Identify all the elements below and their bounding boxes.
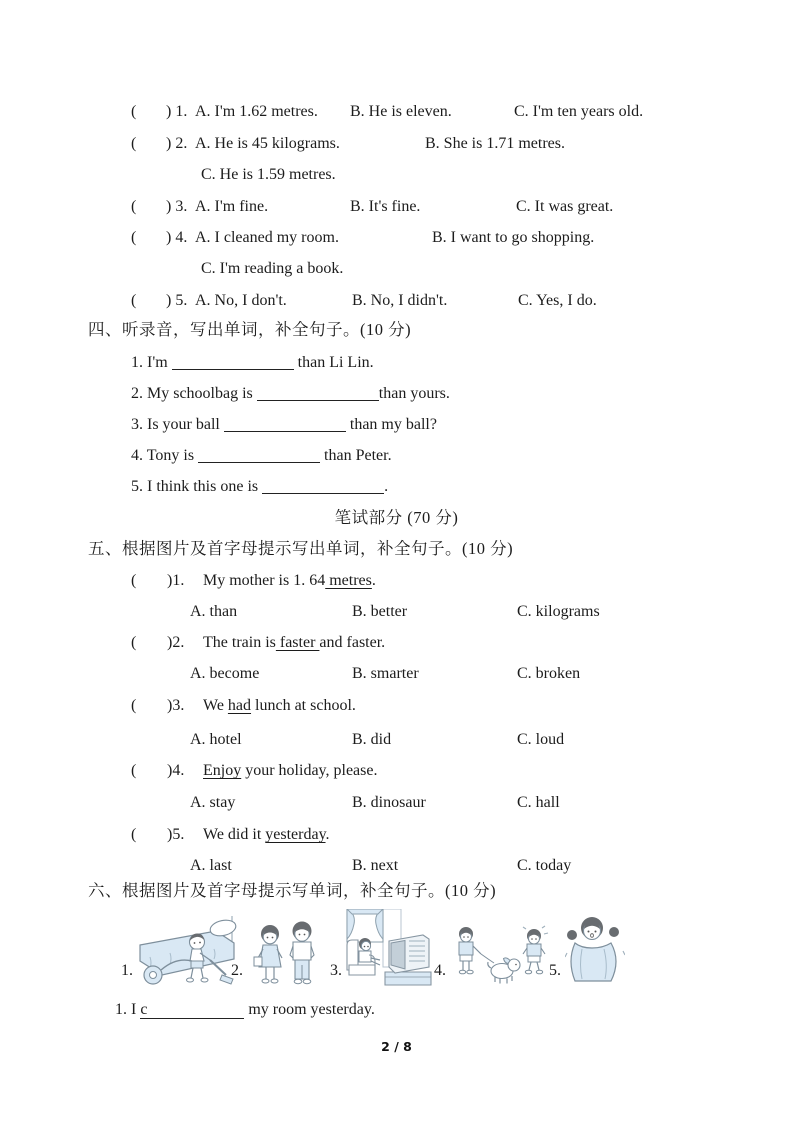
sentence-pre: We bbox=[203, 697, 228, 714]
fill-in-row bbox=[0, 476, 793, 498]
option-c: C. hall bbox=[517, 794, 560, 811]
question-number: )4. bbox=[167, 762, 185, 779]
option-c: C. today bbox=[517, 857, 572, 874]
answer-bracket: ( bbox=[131, 292, 137, 309]
fill-in-row bbox=[0, 999, 793, 1021]
sentence-post: . bbox=[371, 572, 376, 589]
picture-label: 5. bbox=[549, 962, 561, 979]
girl-with-towel-illustration bbox=[565, 915, 625, 987]
mc-options-row bbox=[0, 601, 793, 623]
mc-question-row bbox=[0, 227, 793, 249]
mc-question-row bbox=[0, 632, 793, 654]
question-sentence bbox=[203, 632, 385, 654]
sentence-pre: 1. I bbox=[115, 1001, 141, 1018]
option-b: B. No, I didn't. bbox=[352, 292, 448, 309]
question-sentence bbox=[203, 695, 356, 717]
written-part-heading: 笔试部分 (70 分) bbox=[334, 508, 459, 527]
fill-in-sentence bbox=[131, 383, 450, 405]
question-sentence bbox=[203, 570, 376, 592]
sentence-post: and faster. bbox=[319, 634, 386, 651]
question-number: ) 3. bbox=[166, 198, 188, 215]
option-b: B. It's fine. bbox=[350, 198, 421, 215]
sentence-pre: The train is bbox=[203, 634, 276, 651]
underlined-word: yesterday bbox=[265, 826, 326, 843]
underlined-word: faster bbox=[275, 634, 320, 651]
option-a: A. He is 45 kilograms. bbox=[195, 135, 340, 152]
mc-question-row bbox=[0, 570, 793, 592]
option-a: A. last bbox=[190, 857, 232, 874]
first-letter-hint-blank: c bbox=[140, 1001, 244, 1019]
mc-question-row bbox=[0, 290, 793, 312]
option-c: C. I'm reading a book. bbox=[201, 260, 344, 277]
picture-label: 2. bbox=[231, 962, 243, 979]
sentence-post: than my ball? bbox=[345, 416, 437, 433]
answer-blank bbox=[262, 478, 384, 494]
option-c: C. He is 1.59 metres. bbox=[201, 166, 336, 183]
mc-question-row bbox=[0, 101, 793, 123]
picture-label: 1. bbox=[121, 962, 133, 979]
option-c: C. It was great. bbox=[516, 198, 614, 215]
underlined-word: Enjoy bbox=[203, 762, 242, 779]
mc-options-row bbox=[0, 663, 793, 685]
mc-question-row bbox=[0, 760, 793, 782]
child-watching-tv-illustration bbox=[345, 909, 433, 989]
option-a: A. than bbox=[190, 603, 238, 620]
question-sentence bbox=[203, 760, 377, 782]
answer-blank bbox=[257, 385, 379, 401]
answer-blank bbox=[172, 354, 294, 370]
sentence-pre: My mother is 1. 64 bbox=[203, 572, 326, 589]
option-b: B. dinosaur bbox=[352, 794, 426, 811]
answer-bracket: ( bbox=[131, 762, 137, 779]
fill-in-sentence bbox=[131, 476, 388, 498]
answer-bracket: ( bbox=[131, 229, 137, 246]
sentence-post: than yours. bbox=[378, 385, 450, 402]
option-b: B. did bbox=[352, 731, 392, 748]
section-heading: 四、听录音，写出单词，补全句子。(10 分) bbox=[88, 320, 412, 339]
question-number: )1. bbox=[167, 572, 185, 589]
sentence-pre: 1. I'm bbox=[131, 354, 172, 371]
section-four-heading-row bbox=[0, 319, 793, 341]
option-b: B. next bbox=[352, 857, 399, 874]
section-heading: 五、根据图片及首字母提示写出单词，补全句子。(10 分) bbox=[88, 539, 514, 558]
mc-option-continuation bbox=[0, 164, 793, 186]
option-b: B. She is 1.71 metres. bbox=[425, 135, 565, 152]
section-heading: 六、根据图片及首字母提示写单词，补全句子。(10 分) bbox=[88, 881, 497, 900]
sentence-post: than Peter. bbox=[320, 447, 392, 464]
girl-and-taller-boy-illustration bbox=[252, 921, 322, 989]
option-a: A. I'm 1.62 metres. bbox=[195, 103, 318, 120]
mc-option-continuation bbox=[0, 258, 793, 280]
option-c: C. kilograms bbox=[517, 603, 600, 620]
answer-bracket: ( bbox=[131, 826, 137, 843]
page-number-indicator: 2 / 8 bbox=[381, 1039, 412, 1054]
underlined-word: metres bbox=[325, 572, 372, 589]
fill-in-row bbox=[0, 383, 793, 405]
option-a: A. become bbox=[190, 665, 260, 682]
option-b: B. I want to go shopping. bbox=[432, 229, 595, 246]
answer-blank bbox=[198, 447, 320, 463]
mc-question-row bbox=[0, 133, 793, 155]
mc-options-row bbox=[0, 792, 793, 814]
picture-label: 4. bbox=[434, 962, 446, 979]
answer-blank bbox=[224, 416, 346, 432]
option-a: A. No, I don't. bbox=[195, 292, 287, 309]
option-b: B. smarter bbox=[352, 665, 419, 682]
option-a: A. hotel bbox=[190, 731, 242, 748]
sentence-post: my room yesterday. bbox=[244, 1001, 375, 1018]
mc-options-row bbox=[0, 729, 793, 751]
question-number: ) 1. bbox=[166, 103, 188, 120]
fill-in-sentence bbox=[131, 445, 392, 467]
sentence-post: than Li Lin. bbox=[293, 354, 374, 371]
sentence-pre: We did it bbox=[203, 826, 266, 843]
sentence-pre: 3. Is your ball bbox=[131, 416, 224, 433]
question-number: ) 5. bbox=[166, 292, 188, 309]
sentence-post: your holiday, please. bbox=[241, 762, 378, 779]
section-five-heading-row bbox=[0, 538, 793, 560]
question-number: )2. bbox=[167, 634, 185, 651]
sentence-post: . bbox=[325, 826, 330, 843]
fill-in-sentence bbox=[115, 999, 375, 1021]
sentence-pre: 5. I think this one is bbox=[131, 478, 263, 495]
option-a: A. I cleaned my room. bbox=[195, 229, 339, 246]
sentence-pre: 4. Tony is bbox=[131, 447, 199, 464]
written-part-heading-row bbox=[0, 507, 793, 529]
fill-in-row bbox=[0, 414, 793, 436]
question-number: ) 4. bbox=[166, 229, 188, 246]
fill-in-row bbox=[0, 445, 793, 467]
sentence-post: . bbox=[384, 478, 389, 495]
sentence-post: lunch at school. bbox=[251, 697, 356, 714]
question-number: )5. bbox=[167, 826, 185, 843]
question-number: ) 2. bbox=[166, 135, 188, 152]
mc-options-row bbox=[0, 855, 793, 877]
option-c: C. Yes, I do. bbox=[518, 292, 597, 309]
option-b: B. He is eleven. bbox=[350, 103, 452, 120]
option-c: C. loud bbox=[517, 731, 565, 748]
option-c: C. broken bbox=[517, 665, 581, 682]
option-c: C. I'm ten years old. bbox=[514, 103, 644, 120]
option-a: A. I'm fine. bbox=[195, 198, 269, 215]
option-a: A. stay bbox=[190, 794, 236, 811]
fill-in-sentence bbox=[131, 414, 437, 436]
boy-walking-dog-illustration bbox=[450, 925, 550, 985]
fill-in-row bbox=[0, 352, 793, 374]
fill-in-sentence bbox=[131, 352, 374, 374]
question-number: )3. bbox=[167, 697, 185, 714]
mc-question-row bbox=[0, 824, 793, 846]
answer-bracket: ( bbox=[131, 572, 137, 589]
question-sentence bbox=[203, 824, 330, 846]
picture-label: 3. bbox=[330, 962, 342, 979]
answer-bracket: ( bbox=[131, 103, 137, 120]
answer-bracket: ( bbox=[131, 634, 137, 651]
answer-bracket: ( bbox=[131, 198, 137, 215]
answer-bracket: ( bbox=[131, 135, 137, 152]
option-b: B. better bbox=[352, 603, 408, 620]
answer-bracket: ( bbox=[131, 697, 137, 714]
underlined-word: had bbox=[227, 697, 252, 714]
sentence-pre: 2. My schoolbag is bbox=[131, 385, 257, 402]
mc-question-row bbox=[0, 695, 793, 717]
mc-question-row bbox=[0, 196, 793, 218]
section-six-heading-row bbox=[0, 880, 793, 902]
